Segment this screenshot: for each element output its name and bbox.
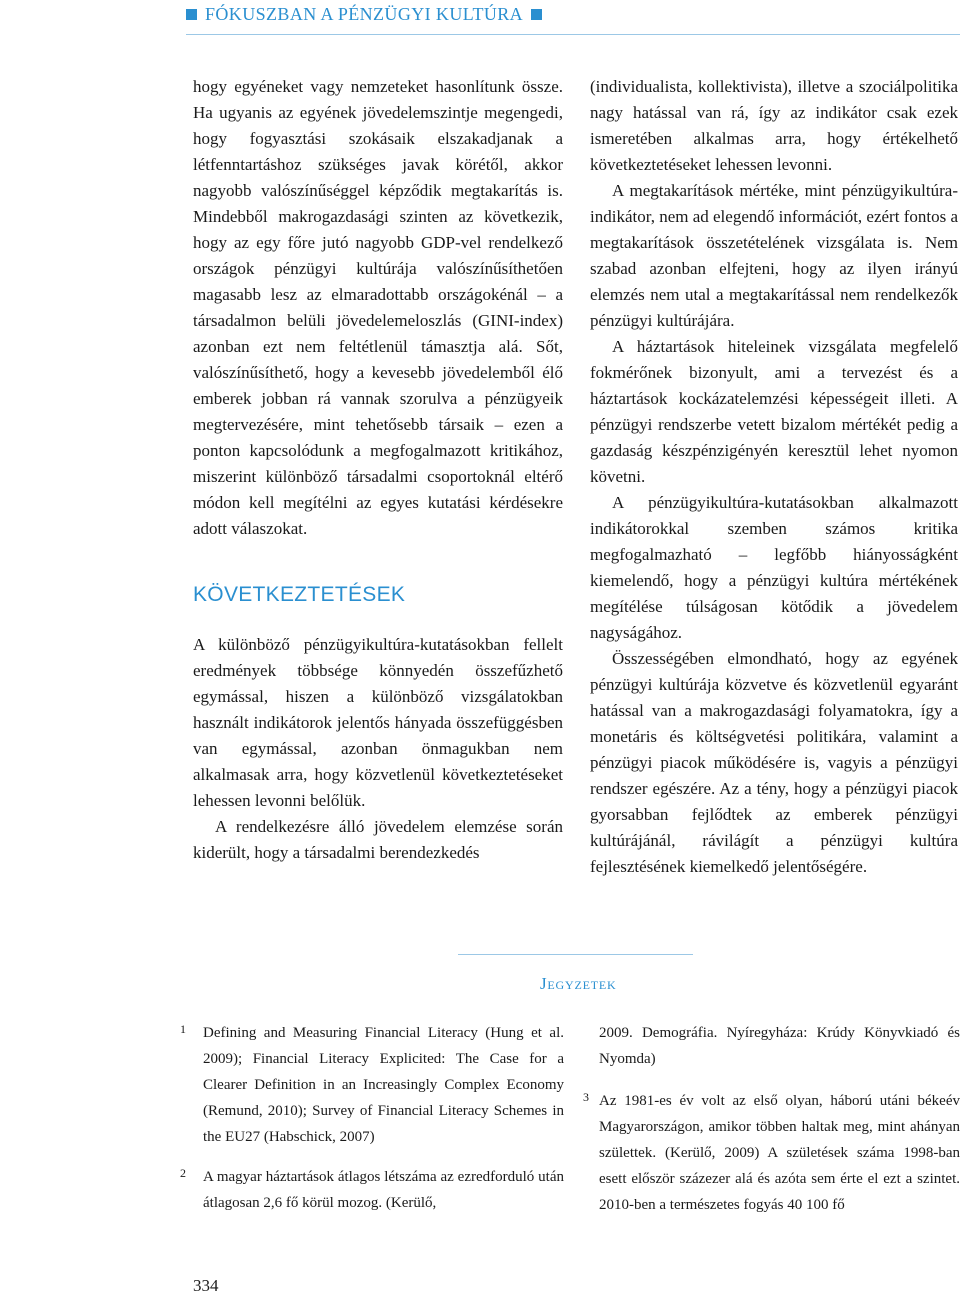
footnote-number: 2 (180, 1166, 186, 1180)
square-bullet-icon (186, 9, 197, 20)
square-bullet-icon (531, 9, 542, 20)
body-paragraph: A különböző pénzügyikultúra-kutatásokban fellelt eredmények többsége könnyedén összefűzhető egymással, hiszen a különböző vizsgálatokban használt indikátorok jelentős hányada összefüggésben van egymással, azonban önmagukban nem alkalmasak arra, hogy közvetlenül következtetéseket lehessen levonni belőlük. (193, 635, 563, 810)
notes-title: Jegyzetek (540, 974, 617, 993)
notes-left-column (180, 1020, 564, 1230)
footnote-2 (180, 1164, 564, 1216)
body-paragraph: A pénzügyikultúra-kutatásokban alkalmazott indikátorokkal szemben számos kritika megfogalmazható – legfőbb hiányosságként kiemelendő, hogy a pénzügyi kultúra mértékének megítélése túlságosan kötődik a jövedelem nagyságához. (590, 493, 958, 642)
footnote-1 (180, 1020, 564, 1150)
body-paragraph: A rendelkezésre álló jövedelem elemzése során kiderült, hogy a társadalmi berendezkedés (193, 817, 563, 862)
body-paragraph: A megtakarítások mértéke, mint pénzügyikultúra-indikátor, nem ad elegendő információt, ezért fontos a megtakarítások összetételének vizsgálata is. Nem szabad azonban elfejteni, hogy az ilyen irányú elemzés nem utal a megtakarítással nem rendelkezők pénzügyi kultúrájára. (590, 181, 958, 330)
footnote-3 (583, 1088, 960, 1218)
page-number: 334 (193, 1276, 219, 1295)
footnote-text: Az 1981-es év volt az első olyan, háború utáni békeév Magyarországon, amikor többen haltak meg, mint ahányan születtek. (Kerülő, 2009) A születések száma 1998-ban esett először százezer alá és azóta sem érte el ezt a szintet. 2010-ben a természetes fogyás 40 100 fő (599, 1093, 960, 1213)
section-heading: KÖVETKEZTETÉSEK (193, 583, 406, 606)
body-paragraph: A háztartások hiteleinek vizsgálata megfelelő fokmérőnek bizonyult, ami a tervezést és a háztartások kockázatelemzési képességeit illeti. A pénzügyi rendszerbe vetett bizalom mértékét pedig a gazdaság készpénzigényén keresztül lehet nyomon követni. (590, 337, 958, 486)
header-divider (186, 34, 960, 35)
body-paragraph: (individualista, kollektivista), illetve a szociálpolitika nagy hatással van rá, így az indikátor csak ezek ismeretében alkalmas arra, hogy értékelhető következtetéseket lehessen levonni. (590, 77, 958, 174)
footnote-text: A magyar háztartások átlagos létszáma az ezredforduló után átlagosan 2,6 fő körül mozog. (Kerülő, (203, 1169, 564, 1211)
body-paragraph: hogy egyéneket vagy nemzeteket hasonlítunk össze. Ha ugyanis az egyének jövedelemszintje megengedi, hogy fogyasztási szokásaik elszakadjanak a létfenntartáshoz szükséges javak körétől, akkor nagyobb valószínűséggel képződik megtakarítás is. Mindebből makrogazdasági szinten az következik, hogy az egy főre jutó nagyobb GDP-vel rendelkező országok pénzügyi kultúrája valószínűsíthetően magasabb lesz az elmaradottabb országokénál – a társadalmon belüli jövedelemeloszlás (GINI-index) azonban ezt nem feltétlenül támasztja alá. Sőt, valószínűsíthető, hogy a kevesebb jövedelemből élő emberek jobban rá vannak szorulva a pénzügyeik megtervezésére, mint tehetősebb társaik – ezen a ponton kapcsolódunk a megfogalmazott kritikához, miszerint különböző társadalmi csoportoknál eltérő módon kell megítélni az egyes kutatási kérdésekre adott válaszokat. (193, 77, 563, 538)
notes-right-column (583, 1020, 960, 1232)
right-column (590, 74, 958, 880)
running-header (186, 4, 542, 25)
header-title: FÓKUSZBAN A PÉNZÜGYI KULTÚRA (205, 4, 524, 24)
footnote-2-continued: 2009. Demográfia. Nyíregyháza: Krúdy Könyvkiadó és Nyomda) (599, 1025, 960, 1067)
notes-divider (458, 954, 693, 955)
footnote-text: Defining and Measuring Financial Literacy (Hung et al. 2009); Financial Literacy Explicited: The Case for a Clearer Definition in an Increasingly Complex Economy (Remund, 2010); Survey of Financial Literacy Schemes in the EU27 (Habschick, 2007) (203, 1025, 564, 1145)
left-column (193, 74, 563, 866)
footnote-number: 3 (583, 1090, 589, 1104)
body-paragraph: Összességében elmondható, hogy az egyének pénzügyi kultúrája közvetve és közvetlenül egyaránt hatással van a makrogazdasági folyamatokra, így a monetáris és költségvetési politikára, valamint a pénzügyi piacok működésére is, vagyis a pénzügyi rendszer egészére. Az a tény, hogy a pénzügyi piacok gyorsabban fejlődtek az emberek pénzügyi kultúrájánál, rávilágít a pénzügyi kultúra fejlesztésének kiemelkedő jelentőségére. (590, 649, 958, 876)
footnote-number: 1 (180, 1022, 186, 1036)
